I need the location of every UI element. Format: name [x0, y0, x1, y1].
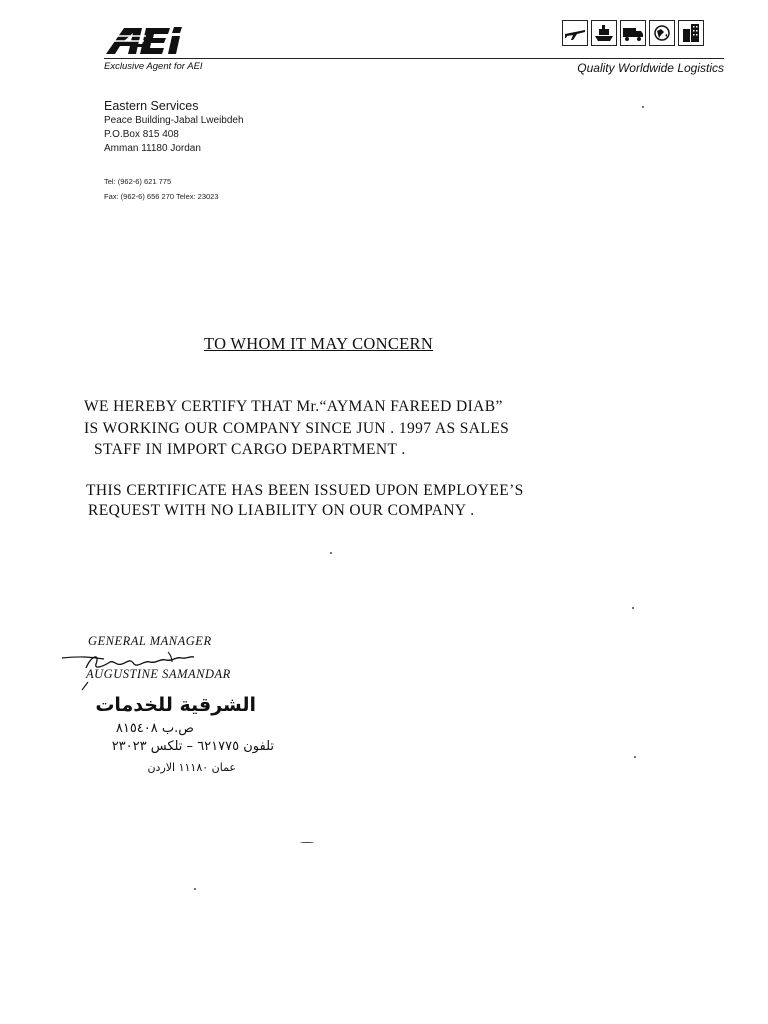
stamp-company-name: الشرقية للخدمات [95, 694, 256, 716]
stamp-phone-telex: تلفون ٦٢١٧٧٥ – تلكس ٢٣٠٢٣ [111, 739, 274, 754]
header-rule [104, 58, 724, 59]
stamp-po-box: ص.ب ٨١٥٤٠٨ [115, 721, 194, 736]
body-line: IS WORKING OUR COMPANY SINCE JUN . 1997 AS SALES [84, 420, 510, 437]
agent-line: Exclusive Agent for AEI [104, 61, 203, 72]
letter-heading: TO WHOM IT MAY CONCERN [204, 334, 434, 353]
aei-logo [106, 24, 198, 56]
scan-speck [194, 888, 196, 890]
fax-telex: Fax: (962-6) 656 270 Telex: 23023 [104, 192, 219, 201]
address-line-2: P.O.Box 815 408 [104, 129, 179, 140]
address-line-3: Amman 11180 Jordan [104, 143, 201, 154]
globe-icon [649, 20, 675, 46]
scan-speck [642, 106, 644, 108]
scan-speck [632, 607, 634, 609]
airplane-icon [562, 20, 588, 46]
body-line: WE HEREBY CERTIFY THAT Mr.“AYMAN FAREED DIAB” [84, 398, 503, 415]
address-line-1: Peace Building-Jabal Lweibdeh [104, 115, 244, 126]
tagline: Quality Worldwide Logistics [577, 61, 724, 75]
ship-icon [591, 20, 617, 46]
scan-speck [300, 842, 314, 843]
body-line: THIS CERTIFICATE HAS BEEN ISSUED UPON EMPLOYEE’S [86, 482, 524, 499]
building-icon [678, 20, 704, 46]
telephone: Tel: (962-6) 621 775 [104, 177, 172, 186]
signatory-title: GENERAL MANAGER [88, 634, 212, 648]
truck-icon [620, 20, 646, 46]
company-name: Eastern Services [104, 99, 199, 113]
sender-address [104, 99, 244, 156]
scan-speck [330, 552, 332, 554]
stamp-city: عمان ١١١٨٠ الاردن [147, 761, 236, 774]
service-icons [562, 20, 704, 46]
body-line: REQUEST WITH NO LIABILITY ON OUR COMPANY . [88, 502, 475, 519]
body-line: STAFF IN IMPORT CARGO DEPARTMENT . [94, 441, 406, 458]
scan-speck [634, 756, 636, 758]
signatory-name: AUGUSTINE SAMANDAR [86, 667, 231, 681]
contact-block [104, 174, 219, 204]
